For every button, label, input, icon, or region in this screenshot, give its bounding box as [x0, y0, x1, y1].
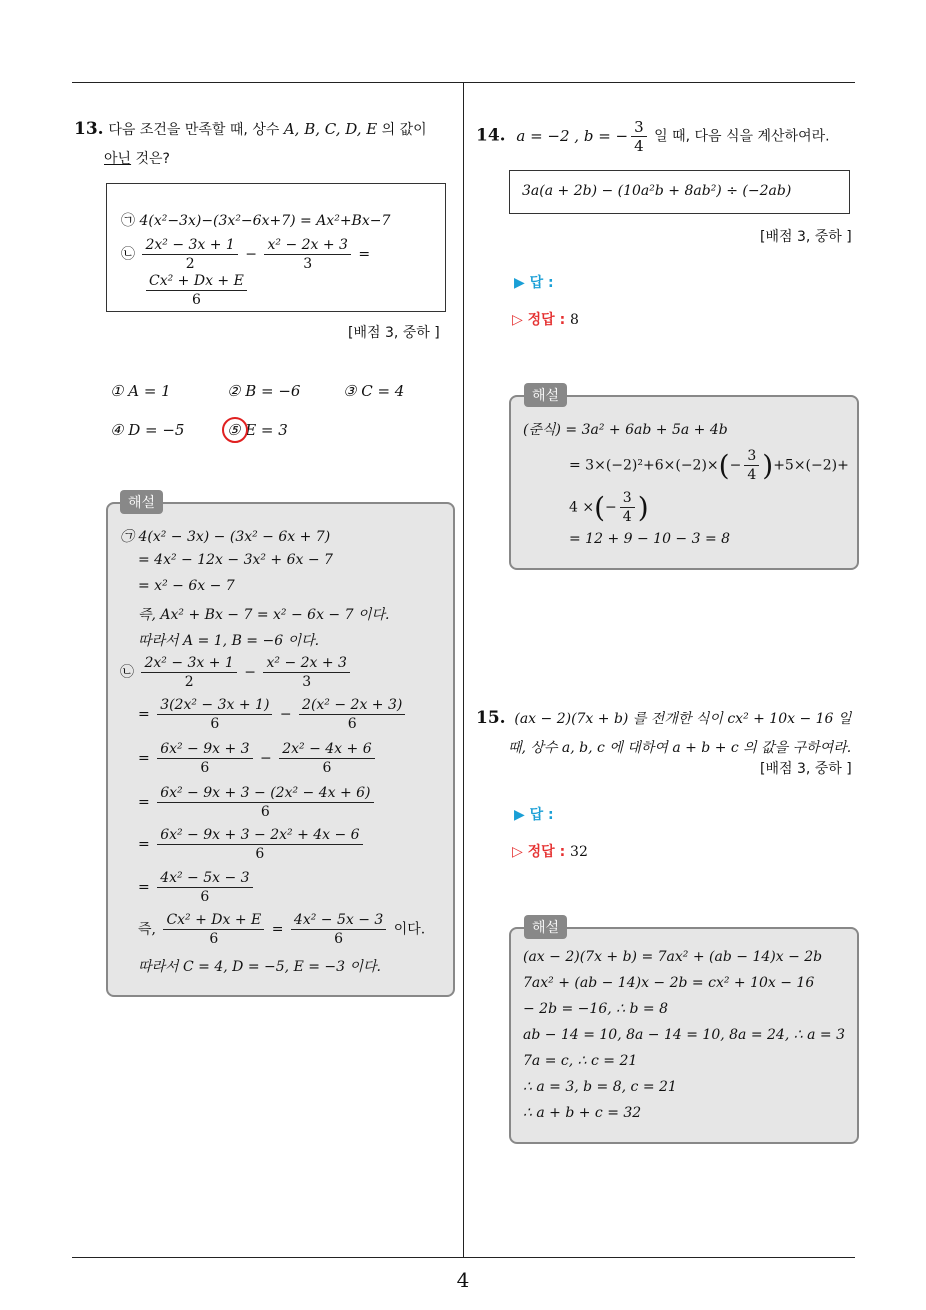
q13-text-vars: A, B, C, D, E: [283, 120, 378, 138]
q13-expl-l6-frac1-num: 2x² − 3x + 1: [141, 654, 236, 673]
q13-explanation-tag: 해설: [120, 490, 163, 514]
q13-expl-line-11: [138, 869, 256, 906]
q14-expl-l3-frac-den: 4: [622, 509, 632, 525]
q13-expl-l12-frac1-den: 6: [209, 931, 219, 947]
q13-expl-l12-post: 이다.: [393, 921, 426, 938]
q14-explanation-tag: 해설: [524, 383, 567, 407]
q13-cond2-frac3-num: Cx² + Dx + E: [146, 272, 247, 291]
q14-expl-l2-frac-den: 4: [747, 467, 757, 483]
q14-expl-l2-b: +5×(−2)+: [773, 457, 849, 474]
q13-expl-l11-eq: =: [138, 879, 150, 896]
q15-expl-line-4: ab − 14 = 10, 8a − 14 = 10, 8a = 24, ∴ a = 3: [523, 1027, 845, 1043]
q13-text-underlined: 아닌: [104, 151, 132, 167]
q13-expl-line-2: = 4x² − 12x − 3x² + 6x − 7: [138, 552, 333, 568]
q14-text-a: a = −2 , b = −: [516, 126, 629, 145]
q14-expl-l2-frac: [744, 447, 759, 484]
q14-expl-l2-lparen: (: [718, 449, 730, 482]
q14-frac-den: 4: [634, 137, 644, 155]
q15-score: [배점 3, 중하 ]: [760, 761, 852, 777]
q14-expl-l2-rparen: ): [762, 449, 774, 482]
q14-expl-l3-a: 4 ×: [569, 499, 595, 516]
q15-expl-line-7: ∴ a + b + c = 32: [523, 1105, 642, 1121]
q14-expl-l2-a: = 3×(−2)²+6×(−2)×: [569, 457, 719, 474]
q13-cond2-frac2: [264, 236, 350, 273]
q14-correct-answer: [512, 309, 579, 329]
q13-expl-l8-frac1-den: 6: [200, 760, 210, 776]
q13-expl-line-8: [138, 740, 378, 777]
q14-expl-l3-frac: [620, 489, 635, 526]
q13-expl-l8-frac1-num: 6x² − 9x + 3: [157, 740, 252, 759]
q13-expl-l7-frac2: [299, 696, 405, 733]
q14-expression-box: [509, 170, 850, 214]
q14-number: 14.: [476, 125, 506, 146]
q14-frac-num: 3: [631, 118, 647, 137]
q15-expl-line-6: ∴ a = 3, b = 8, c = 21: [523, 1079, 677, 1095]
q13-choice-5[interactable]: ⑤ E = 3: [227, 421, 288, 439]
q13-expl-l11-frac: [157, 869, 252, 906]
q13-expl-line-7: [138, 696, 408, 733]
q14-expl-l2-frac-num: 3: [744, 447, 759, 466]
q14-score: [배점 3, 중하 ]: [760, 229, 852, 245]
q13-explanation-box: [106, 502, 455, 997]
q13-expl-l7-frac2-num: 2(x² − 2x + 3): [299, 696, 405, 715]
q13-expl-l6-frac2-den: 3: [302, 674, 312, 690]
q13-expl-line-12: [138, 911, 425, 948]
q15-line-2: 때, 상수 a, b, c 에 대하여 a + b + c 의 값을 구하여라.: [508, 740, 852, 756]
q13-expl-l12-frac2: [291, 911, 386, 948]
q15-expl-line-3: − 2b = −16, ∴ b = 8: [523, 1001, 668, 1017]
q13-expl-l8-frac1: [157, 740, 252, 777]
q13-choice-2[interactable]: ② B = −6: [227, 382, 301, 400]
q13-expl-line-4: 즉, Ax² + Bx − 7 = x² − 6x − 7 이다.: [138, 607, 390, 623]
q13-expl-line-10: [138, 826, 366, 863]
q14-question: [476, 118, 830, 155]
q14-expl-line-1: (준식) = 3a² + 6ab + 5a + 4b: [523, 422, 728, 438]
q13-expl-l10-den: 6: [255, 846, 265, 862]
q13-condition-box: [106, 183, 446, 312]
q15-question: [476, 704, 858, 762]
q13-expl-l8-frac2-num: 2x² − 4x + 6: [279, 740, 374, 759]
q13-expl-line-9: [138, 784, 377, 821]
q13-text-b: 의 값이: [377, 122, 427, 138]
q13-cond2-marker: ㉡: [121, 246, 135, 263]
q15-correct-value: 32: [570, 844, 588, 860]
q14-frac: [631, 118, 647, 155]
q13-choice-4[interactable]: ④ D = −5: [110, 421, 185, 439]
q15-expl-line-2: 7ax² + (ab − 14)x − 2b = cx² + 10x − 16: [523, 975, 815, 991]
q14-correct-label: ▷ 정답 :: [512, 312, 566, 328]
q13-expl-l12-frac1-num: Cx² + Dx + E: [163, 911, 264, 930]
q13-expl-l7-frac1: [157, 696, 272, 733]
bottom-rule: [72, 1257, 855, 1258]
q13-expl-l8-frac2: [279, 740, 374, 777]
q13-expl-l6-frac2-num: x² − 2x + 3: [263, 654, 349, 673]
q13-choice-1[interactable]: ① A = 1: [110, 382, 171, 400]
q14-expl-l3-lparen: (: [594, 491, 606, 524]
q13-expl-l7-frac1-den: 6: [210, 716, 220, 732]
q14-correct-value: 8: [570, 312, 579, 328]
q13-condition-2-rhs: [143, 272, 250, 309]
q14-expl-line-3: 4 ×(− $\frac{3}{4}$ ): [569, 490, 649, 525]
q13-question: [74, 115, 454, 173]
q13-expl-l10-frac: [157, 826, 362, 863]
q13-score: [배점 3, 중하 ]: [348, 325, 440, 341]
q13-expl-l9-frac: [157, 784, 373, 821]
q13-expl-line-13: 따라서 C = 4, D = −5, E = −3 이다.: [138, 959, 382, 975]
q13-cond2-frac3-den: 6: [191, 292, 201, 308]
q15-expl-line-5: 7a = c, ∴ c = 21: [523, 1053, 638, 1069]
q15-correct-answer: [512, 841, 588, 861]
q14-answer-label[interactable]: ▶ 답 :: [514, 275, 554, 291]
q13-expl-l6-marker: ㉡: [120, 664, 134, 681]
q13-expl-l11-den: 6: [200, 889, 210, 905]
q13-expl-l7-frac1-num: 3(2x² − 3x + 1): [157, 696, 272, 715]
q15-correct-label: ▷ 정답 :: [512, 844, 566, 860]
selected-answer-circle-icon: [222, 417, 248, 443]
q13-cond2-frac3: [146, 272, 247, 309]
q15-line-1: (ax − 2)(7x + b) 를 전개한 식이 cx² + 10x − 16 일: [514, 711, 852, 727]
q13-cond2-frac1-num: 2x² − 3x + 1: [142, 236, 237, 255]
q15-expl-line-1: (ax − 2)(7x + b) = 7ax² + (ab − 14)x − 2b: [523, 949, 823, 965]
q14-explanation-box: [509, 395, 859, 570]
q13-expl-l12-eq: =: [271, 921, 284, 938]
q13-cond2-minus: −: [245, 246, 258, 263]
q15-number: 15.: [476, 708, 506, 728]
q13-expl-l11-num: 4x² − 5x − 3: [157, 869, 252, 888]
q13-expl-l12-frac1: [163, 911, 264, 948]
q15-explanation-box: [509, 927, 859, 1144]
q15-answer-label[interactable]: ▶ 답 :: [514, 807, 554, 823]
q13-expl-l10-num: 6x² − 9x + 3 − 2x² + 4x − 6: [157, 826, 362, 845]
q13-expl-l7-eq: =: [138, 706, 150, 723]
column-divider: [463, 82, 464, 1257]
q14-expl-l3-rparen: ): [637, 491, 649, 524]
q13-expl-l8-minus: −: [260, 750, 272, 767]
q13-expl-l7-minus: −: [279, 706, 292, 723]
q13-expl-l8-frac2-den: 6: [322, 760, 332, 776]
q13-expl-line-6: [120, 654, 353, 691]
q13-expl-l9-den: 6: [260, 804, 270, 820]
q13-expl-l10-eq: =: [138, 836, 150, 853]
q13-cond2-frac1: [142, 236, 237, 273]
q14-expl-line-4: = 12 + 9 − 10 − 3 = 8: [569, 531, 731, 547]
q13-cond1-expr: 4(x²−3x)−(3x²−6x+7) = Ax²+Bx−7: [139, 213, 391, 229]
q13-text-c: 것은?: [131, 151, 170, 167]
q13-expl-l9-eq: =: [138, 794, 150, 811]
q13-expl-line-5: 따라서 A = 1, B = −6 이다.: [138, 633, 320, 649]
q13-choice-3[interactable]: ③ C = 4: [343, 382, 405, 400]
q14-expression: 3a(a + 2b) − (10a²b + 8ab²) ÷ (−2ab): [522, 183, 792, 199]
q13-expl-l8-eq: =: [138, 750, 150, 767]
q13-expl-l6-frac2: [263, 654, 349, 691]
q13-expl-l9-num: 6x² − 9x + 3 − (2x² − 4x + 6): [157, 784, 373, 803]
q13-expl-l7-frac2-den: 6: [347, 716, 357, 732]
q13-expl-l12-pre: 즉,: [138, 921, 156, 938]
q13-number: 13.: [74, 119, 104, 139]
q14-text-b: 일 때, 다음 식을 계산하여라.: [649, 128, 830, 145]
q13-condition-2: [121, 236, 370, 273]
q13-expl-l6-minus: −: [244, 664, 257, 681]
q13-cond2-frac2-num: x² − 2x + 3: [264, 236, 350, 255]
page-number: 4: [456, 1268, 470, 1292]
q13-text-a: 다음 조건을 만족할 때, 상수: [108, 122, 284, 138]
q13-expl-line-1: ㉠ 4(x² − 3x) − (3x² − 6x + 7): [120, 529, 331, 545]
q14-expl-line-2: = 3×(−2)²+6×(−2)×(− $\frac{3}{4}$ )+5×(−2)+: [569, 448, 849, 483]
q13-cond2-frac2-den: 3: [303, 256, 313, 272]
q13-cond1-marker: ㉠: [121, 213, 135, 229]
q14-expl-l3-frac-num: 3: [620, 489, 635, 508]
q13-cond2-frac1-den: 2: [185, 256, 195, 272]
q13-cond2-eq: =: [358, 246, 371, 263]
q13-expl-l12-frac2-num: 4x² − 5x − 3: [291, 911, 386, 930]
q13-expl-l12-frac2-den: 6: [334, 931, 344, 947]
q13-expl-line-3: = x² − 6x − 7: [138, 578, 235, 594]
q15-explanation-tag: 해설: [524, 915, 567, 939]
q13-condition-1: [121, 210, 390, 230]
q13-expl-l6-frac1-den: 2: [184, 674, 194, 690]
q13-expl-l6-frac1: [141, 654, 236, 691]
